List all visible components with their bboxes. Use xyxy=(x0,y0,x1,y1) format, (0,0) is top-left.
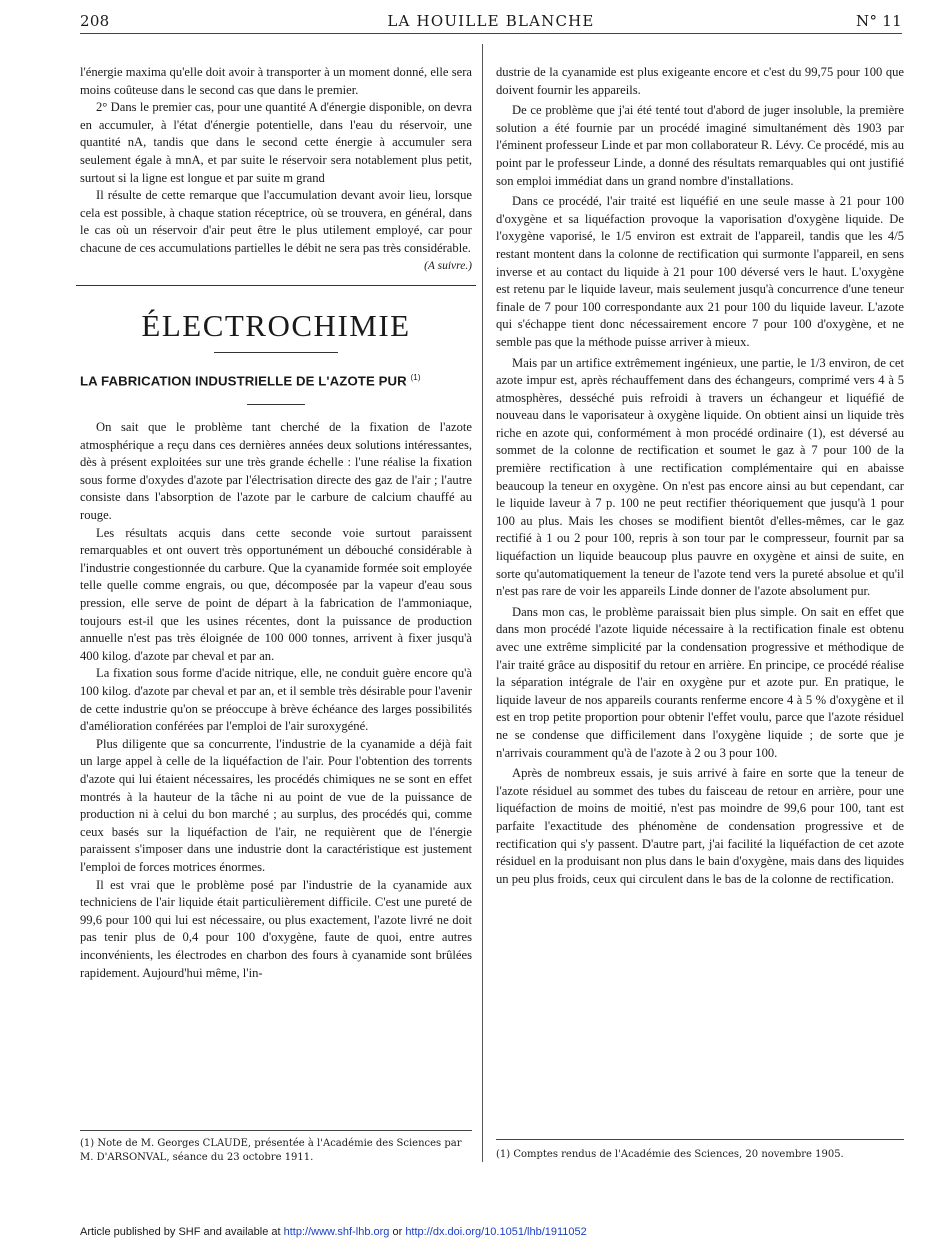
footnote-rule xyxy=(80,1130,472,1131)
paragraph: De ce problème que j'ai été tenté tout d'abord de juger insoluble, la première solution a été fournie par un procédé imaginé simultanément dès 1903 par l'éminent professeur Linde et par mon collaborateur R. Lévy. Ce procédé, mis au point par le professeur Linde, a donné des résultats remarquables qui ont justifié son emploi immédiat dans un grand nombre d'installations. xyxy=(496,103,904,188)
doi-link[interactable]: http://dx.doi.org/10.1051/lhb/1911052 xyxy=(405,1226,587,1238)
footer-middle: or xyxy=(389,1226,406,1238)
article-title-text: LA FABRICATION INDUSTRIELLE DE L'AZOTE PUR xyxy=(80,373,407,389)
paragraph: Plus diligente que sa concurrente, l'industrie de la cyanamide a déjà fait un large appel à celle de la liquéfaction de l'air. Pour l'obtention des torrents d'azote qui lui étaient nécessaires, les procédés chimiques ne se sont en effet montrés à la hauteur de la tâche ni au point de vue de la puissance de production ni à celui du bon marché ; au surplus, des procédés qui, comme ceux basés sur la liquéfaction de l'air, ne requièrent que de l'énergie paraissent s'imposer dans une industrie dont la caractéristique est justement l'emploi de forces motrices énormes. xyxy=(80,736,472,874)
column-divider xyxy=(482,44,483,1162)
paragraph: Dans ce procédé, l'air traité est liquéfié en une seule masse à 21 pour 100 d'oxygène et sa liquéfaction provoque la vaporisation d'oxygène liquide. De l'oxygène vaporisé, le 1/5 environ est extrait de l'appareil, tandis que les 4/5 restant montent dans la colonne de rectification qui surmonte l'appareil, en sens inverse et au contact du liquide à 21 pour 100 déversé vers le haut. L'oxygène est retenu par le liquide laveur, mais seulement jusqu'à concurrence d'une teneur finale de 7 pour 100 correspondante aux 21 pour 100 du liquide laveur. L'azote qui s'échappe tient donc nécessairement encore 7 pour 100 d'oxygène, et ne semble pas que la méthode puisse arriver à mieux. xyxy=(496,194,904,349)
article-note-mark: (1) xyxy=(410,373,421,383)
section-title-rule xyxy=(214,352,338,353)
footnote-text: (1) Note de M. Georges CLAUDE, présentée à l'Académie des Sciences par M. D'ARSONVAL, séance du 23 octobre 1911. xyxy=(80,1138,462,1163)
section-separator xyxy=(76,285,476,286)
article-title-rule xyxy=(247,404,305,405)
footnote-text: (1) Comptes rendus de l'Académie des Sciences, 20 novembre 1905. xyxy=(496,1149,844,1160)
footnote-right xyxy=(496,1139,904,1162)
page-number: 208 xyxy=(80,12,110,30)
continuation-paragraph: dustrie de la cyanamide est plus exigeante encore et c'est du 99,75 pour 100 que doivent fournir les appareils. xyxy=(496,65,904,97)
paragraph: Il résulte de cette remarque que l'accumulation devant avoir lieu, lorsque cela est possible, à chaque station réceptrice, où se trouvera, en général, dans le cas où un réservoir d'air peut être le plus utilement employé, car pour chacune de ces accumulations partielles le débit ne sera pas très considérable. xyxy=(80,188,472,255)
footer-prefix: Article published by SHF and available at xyxy=(80,1226,284,1238)
shf-link[interactable]: http://www.shf-lhb.org xyxy=(283,1226,390,1238)
journal-title: LA HOUILLE BLANCHE xyxy=(387,12,595,30)
article-title xyxy=(80,369,472,390)
to-be-continued: (A suivre.) xyxy=(424,259,472,272)
footnote-left xyxy=(80,1130,472,1165)
paragraph: Dans mon cas, le problème paraissait bien plus simple. On sait en effet que dans mon procédé l'azote liquide nécessaire à la rectification finale est obtenu avec une extrême simplicité par la condensation progressive et méthodique de l'air traité grâce au dispositif du retour en arrière. En principe, ce procédé réalise la séparation intégrale de l'air en oxygène pur et azote pur. En pratique, le liquide laveur de nos appareils courants renferme encore 4 à 5 % d'oxygène et il est en trop petite proportion pour obtenir l'effet voulu, parce que l'azote résiduel ne se condense que difficilement dans l'oxygène liquide ; de sorte que je n'arrivais couramment qu'à de l'azote à 2 ou 3 pour 100. xyxy=(496,604,904,760)
continuation-paragraph: l'énergie maxima qu'elle doit avoir à transporter à un moment donné, elle sera moins coûteuse dans le second cas que dans le premier. xyxy=(80,65,472,97)
issue-number: N° 11 xyxy=(856,12,902,30)
paragraph: Après de nombreux essais, je suis arrivé à faire en sorte que la teneur de l'azote résiduel au sommet des tubes du faisceau de retour en arrière, pour une liquéfaction de moins de moitié, n'est pas moindre de 99,6 pour 100, tant est parfaite l'exactitude des phénomène de condensation progressive et de rectification qui s'y passent. D'autre part, j'ai facilité la liquéfaction de cet azote résiduel en la produisant non plus dans le bain d'oxygène, mais dans des liquides un peu plus froids, ceux qui circulent dans le bas de la colonne de rectification. xyxy=(496,766,904,886)
paragraph: Il est vrai que le problème posé par l'industrie de la cyanamide aux techniciens de l'air liquide était particulièrement difficile. C'est une pureté de 99,6 pour 100 qui lui est nécessaire, ou plus exactement, l'azote livré ne doit pas tenir plus de 0,4 pour 100 d'oxygène, faute de quoi, entre autres inconvénients, les électrodes en charbon des fours à cyanamide sont brûlées rapidement. Aujourd'hui même, l'in- xyxy=(80,877,472,980)
running-header xyxy=(80,8,902,32)
footnote-rule xyxy=(496,1139,904,1140)
paragraph: Les résultats acquis dans cette seconde voie surtout paraissent remarquables et ont ouvert très opportunément un débouché considérable à l'industrie congestionnée du carbure. Que la cyanamide formée soit employée telle quelle comme engrais, ou que, décomposée par la vapeur d'eau sous pression, elle serve de point de départ à la fabrication de l'ammoniaque, toujours est-il que les usines récentes, dont la puissance de production annuelle n'est pas très éloignée de 100 000 tonnes, arrivent à fixer jusqu'à 400 kilog. d'azote par cheval et par an. xyxy=(80,525,472,663)
left-column xyxy=(80,64,472,982)
paragraph: La fixation sous forme d'acide nitrique, elle, ne conduit guère encore qu'à 100 kilog. d'azote par cheval et par an, et il semble très désirable pour l'avenir de cette industrie qu'on se préoccupe à brève échéance des larges possibilités d'amélioration conférées par l'emploi de l'air suroxygéné. xyxy=(80,666,472,734)
paragraph: 2° Dans le premier cas, pour une quantité A d'énergie disponible, on devra en accumuler, à l'état d'énergie potentielle, dans l'eau du réservoir, une quantité nA, tandis que dans le second cette énergie à accumuler sera seulement égale à mnA, et par suite le réservoir sera notablement plus petit, surtout si la ligne est longue et par suite m grand xyxy=(80,100,472,185)
section-title: ÉLECTROCHIMIE xyxy=(141,308,411,344)
publication-footer xyxy=(80,1226,587,1238)
paragraph: Mais par un artifice extrêmement ingénieux, une partie, le 1/3 environ, de cet azote impur est, après réchauffement dans des échangeurs, comprimé vers 4 à 5 atmosphères, desséché puis refroidi à travers un échangeur et liquéfié de nouveau dans le vaporisateur à oxygène liquide. On obtient ainsi un liquide très riche en azote qui, conformément à mon procédé ordinaire (1), est déversé au sommet de la colonne de rectification et soumet le gaz à 7 pour 100 de la première rectification à une rectification complémentaire qui en abaisse beaucoup la teneur en oxygène. On n'est pas encore ainsi au but cependant, car le liquide laveur à 7 p. 100 ne peut rectifier théoriquement que jusqu'à 1 pour 100 au plus. Mais les choses se modifient bientôt d'elles-mêmes, car le gaz rectifié à 1 ou 2 pour 100, repris à son tour par le compresseur, fournit par sa liquéfaction un liquide beaucoup plus pauvre en oxygène et ainsi de suite, en sorte qu'automatiquement la teneur de l'azote tend vers la pureté absolue et qu'il n'est pas rare de voir les appareils Linde donner de l'azote absolument pur. xyxy=(496,355,904,599)
paragraph: On sait que le problème tant cherché de la fixation de l'azote atmosphérique a reçu dans ces dernières années deux solutions intéressantes, dès à présent exploitées sur une très grande échelle : l'une réalise la fixation sous forme d'oxydes d'azote par l'électrisation directe des gaz de l'air ; l'autre consiste dans l'absorption de l'azote par le carbure de calcium chauffé au rouge. xyxy=(80,420,472,523)
header-rule xyxy=(80,33,902,34)
right-column xyxy=(496,64,904,891)
